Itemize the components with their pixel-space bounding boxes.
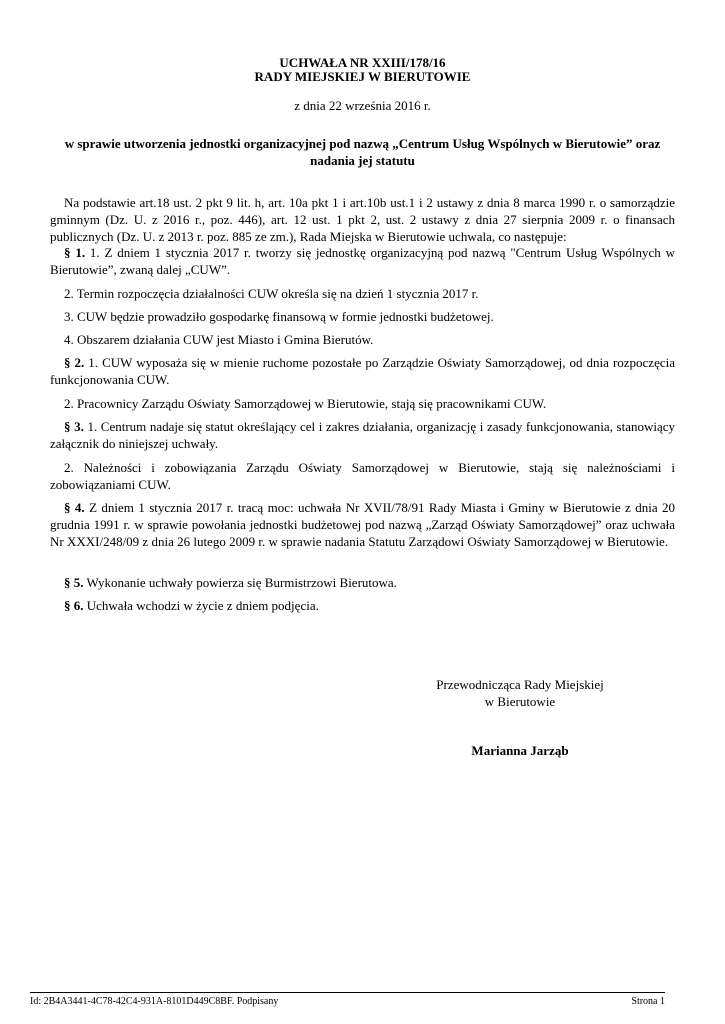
signatory-role: Przewodnicząca Rady Miejskiej [436,677,604,692]
resolution-number: UCHWAŁA NR XXIII/178/16 [279,55,446,70]
section-1-paragraph-2: 2. Termin rozpoczęcia działalności CUW określa się na dzień 1 stycznia 2017 r. [64,286,479,301]
signatory-name: Marianna Jarząb [471,743,569,758]
section-3-mark: § 3. [64,419,84,434]
legal-basis-paragraph: Na podstawie art.18 ust. 2 pkt 9 lit. h, art. 10a pkt 1 i art.10b ust.1 i 2 ustawy z dnia 8 marca 1990 r. o samorządzie gminnym (Dz. U. z 2016 r., poz. 446), art. 12 ust. 1 pkt 2, ust. 2 ustawy z dnia 27 sierpnia 2009 r. o finansach publicznych (Dz. U. z 2013 r. poz. 885 ze zm.), Rada Miejska w Bierutowie uchwala, co następuje: [50,195,675,244]
section-5-paragraph-1 [50,574,675,591]
signatory-location: w Bierutowie [484,694,556,709]
section-2-mark: § 2. [64,355,85,370]
section-6-text-1: Uchwała wchodzi w życie z dniem podjęcia. [83,598,319,613]
section-3-paragraph-2: 2. Należności i zobowiązania Zarządu Oświaty Samorządowej w Bierutowie, stają się należnościami i zobowiązaniami CUW. [50,460,675,492]
section-3-paragraph-1 [50,418,675,452]
council-name: RADY MIEJSKIEJ W BIERUTOWIE [254,69,471,84]
signature-block [415,676,625,759]
section-1-paragraph-4: 4. Obszarem działania CUW jest Miasto i Gmina Bierutów. [64,332,374,347]
section-1-text-1: 1. Z dniem 1 stycznia 2017 r. tworzy się jednostkę organizacyjną pod nazwą "Centrum Usług Wspólnych w Bierutowie”, zwaną dalej „CUW”. [50,245,676,277]
document-id: Id: 2B4A3441-4C78-42C4-931A-8101D449C8BF. Podpisany [30,996,279,1007]
section-2-text-1: 1. CUW wyposaża się w mienie ruchome pozostałe po Zarządzie Oświaty Samorządowej, od dnia rozpoczęcia funkcjonowania CUW. [50,355,676,387]
section-4-mark: § 4. [64,500,85,515]
section-4-paragraph-1 [50,499,675,550]
page-number: Strona 1 [631,996,665,1007]
section-2-paragraph-2: 2. Pracownicy Zarządu Oświaty Samorządowej w Bierutowie, stają się pracownikami CUW. [64,396,547,411]
section-5-mark: § 5. [64,575,84,590]
section-1-paragraph-3: 3. CUW będzie prowadziło gospodarkę finansową w formie jednostki budżetowej. [64,309,494,324]
section-4-text-1: Z dniem 1 stycznia 2017 r. tracą moc: uchwała Nr XVII/78/91 Rady Miasta i Gminy w Bierutowie z dnia 20 grudnia 1991 r. w sprawie powołania jednostki budżetowej pod nazwą „Zarząd Oświaty Samorządowej” oraz uchwała Nr XXXI/248/09 z dnia 26 lutego 2009 r. w sprawie nadania Statutu Zarządowi Oświaty Samorządowej w Bierutowie. [50,500,676,549]
resolution-subject: w sprawie utworzenia jednostki organizacyjnej pod nazwą „Centrum Usług Wspólnych w Bierutowie” oraz nadania jej statutu [64,136,661,168]
section-3-text-1: 1. Centrum nadaje się statut określający cel i zakres działania, organizację i zasady funkcjonowania, stanowiący załącznik do niniejszej uchwały. [50,419,676,451]
footer-divider [30,992,665,993]
section-2-paragraph-1 [50,354,675,388]
resolution-date: z dnia 22 września 2016 r. [294,98,431,113]
section-5-text-1: Wykonanie uchwały powierza się Burmistrzowi Bierutowa. [83,575,397,590]
section-6-paragraph-1 [50,597,675,614]
section-6-mark: § 6. [64,598,84,613]
section-1-mark: § 1. [64,245,86,260]
section-1-paragraph-1 [50,244,675,278]
